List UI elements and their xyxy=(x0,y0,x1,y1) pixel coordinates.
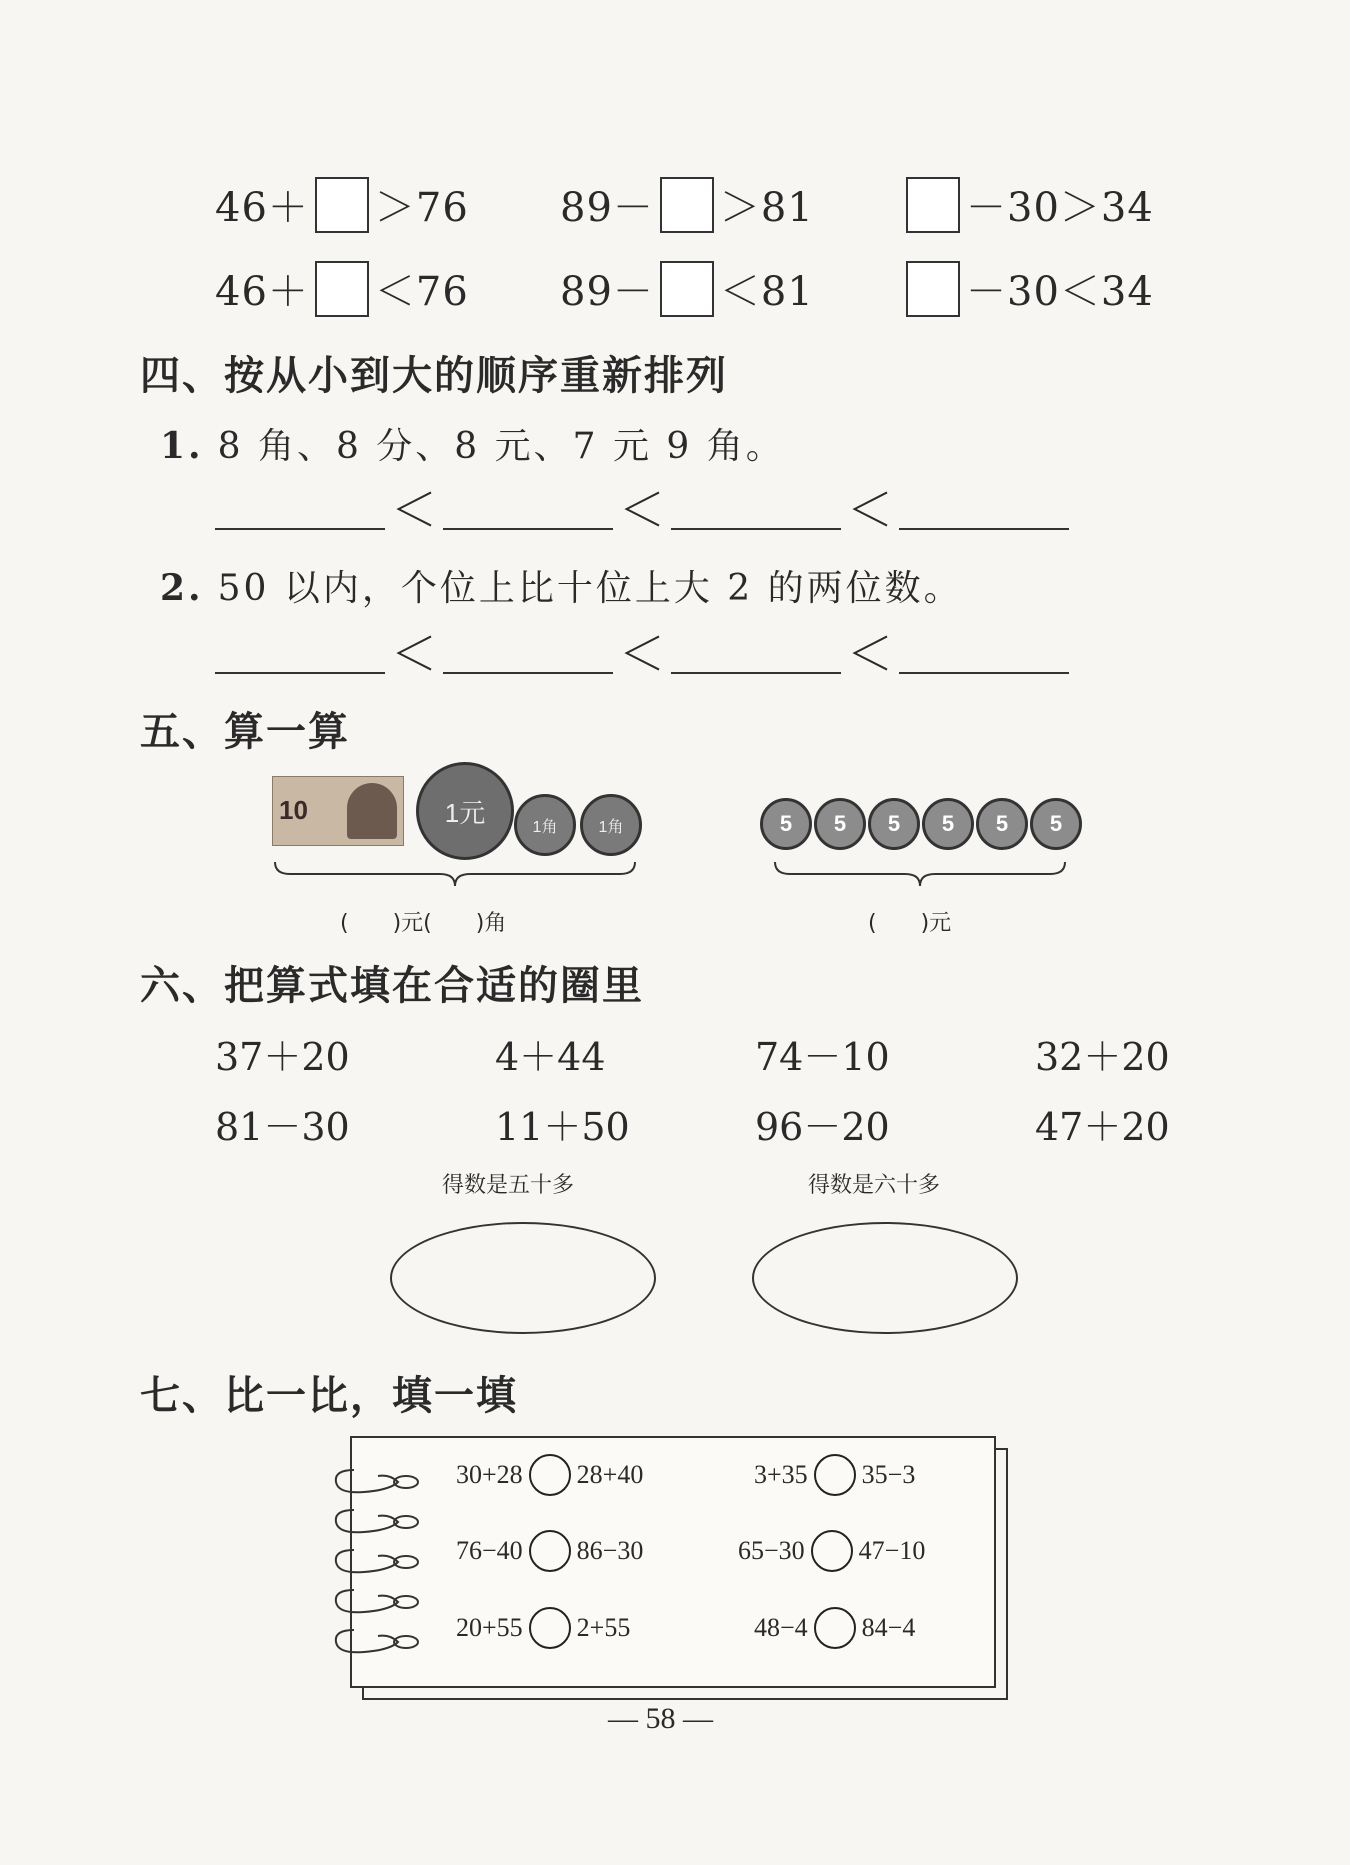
coin-5-jiao: 5 xyxy=(922,798,974,850)
question-4-1 xyxy=(160,418,785,469)
compare-left: 30+28 xyxy=(456,1460,523,1489)
expression: 4＋44 xyxy=(495,1035,606,1079)
less-than-sign: ＜ xyxy=(619,483,665,537)
inequality-right: ＞76 xyxy=(374,185,469,231)
expression: 32＋20 xyxy=(1035,1035,1170,1079)
compare-item-1-2 xyxy=(754,1454,915,1496)
answer-blank[interactable] xyxy=(899,632,1069,674)
coin-5-jiao: 5 xyxy=(760,798,812,850)
answer-box[interactable] xyxy=(660,177,714,233)
inequality-left: 89－ xyxy=(560,269,654,315)
inequality-1-3 xyxy=(900,176,1154,233)
answer-oval-sixties[interactable] xyxy=(752,1222,1018,1334)
compare-circle[interactable] xyxy=(529,1530,571,1572)
compare-left: 48−4 xyxy=(754,1613,808,1642)
answer-box[interactable] xyxy=(906,177,960,233)
expression: 81－30 xyxy=(215,1105,350,1149)
inequality-2-1 xyxy=(215,260,469,317)
compare-item-2-1 xyxy=(456,1530,643,1572)
compare-circle[interactable] xyxy=(811,1530,853,1572)
expression: 11＋50 xyxy=(495,1105,630,1149)
answer-box[interactable] xyxy=(315,177,369,233)
compare-item-3-1 xyxy=(456,1607,630,1649)
section-4-title: 四、按从小到大的顺序重新排列 xyxy=(140,353,728,399)
coin-5-jiao: 5 xyxy=(814,798,866,850)
portrait-icon xyxy=(347,783,397,839)
compare-item-2-2 xyxy=(738,1530,925,1572)
inequality-1-2 xyxy=(560,176,814,233)
question-4-2 xyxy=(160,560,963,611)
compare-item-1-1 xyxy=(456,1454,643,1496)
question-text: 50 以内，个位上比十位上大 2 的两位数。 xyxy=(217,568,963,609)
answer-oval-fifties[interactable] xyxy=(390,1222,656,1334)
answer-blank[interactable] xyxy=(215,488,385,530)
coin-label: 1角 xyxy=(532,818,558,836)
coin-5-jiao: 5 xyxy=(1030,798,1082,850)
compare-right: 86−30 xyxy=(576,1536,644,1565)
banknote-value: 10 xyxy=(279,795,308,825)
answer-blank[interactable] xyxy=(899,488,1069,530)
less-than-sign: ＜ xyxy=(391,483,437,537)
section-5-title: 五、算一算 xyxy=(140,709,350,755)
money-answer-left: ( )元( )角 xyxy=(340,911,507,936)
expression: 37＋20 xyxy=(215,1035,350,1079)
coin-5-jiao: 5 xyxy=(868,798,920,850)
answer-row-4-1 xyxy=(215,483,1069,537)
section-7-title: 七、比一比，填一填 xyxy=(140,1373,518,1419)
oval-label-left: 得数是五十多 xyxy=(442,1173,575,1198)
five-jiao-coins xyxy=(760,798,1082,850)
answer-blank[interactable] xyxy=(443,488,613,530)
section-6-title: 六、把算式填在合适的圈里 xyxy=(140,963,644,1009)
compare-left: 3+35 xyxy=(754,1460,808,1489)
coin-1-jiao xyxy=(514,794,576,856)
compare-right: 47−10 xyxy=(858,1536,926,1565)
compare-right: 35−3 xyxy=(861,1460,916,1489)
coin-label: 1元 xyxy=(444,797,486,828)
coin-1-yuan xyxy=(416,762,514,860)
answer-box[interactable] xyxy=(660,261,714,317)
question-text: 8 角、8 分、8 元、7 元 9 角。 xyxy=(217,426,785,467)
less-than-sign: ＜ xyxy=(847,483,893,537)
less-than-sign: ＜ xyxy=(619,627,665,681)
answer-row-4-2 xyxy=(215,627,1069,681)
inequality-left: 46＋ xyxy=(215,269,309,315)
spiral-binding-icon xyxy=(328,1450,428,1670)
banknote-image xyxy=(272,776,404,846)
inequality-left: 89－ xyxy=(560,185,654,231)
compare-right: 2+55 xyxy=(576,1613,631,1642)
compare-right: 28+40 xyxy=(576,1460,644,1489)
compare-item-3-2 xyxy=(754,1607,915,1649)
compare-circle[interactable] xyxy=(814,1454,856,1496)
answer-blank[interactable] xyxy=(215,632,385,674)
question-number: 2. xyxy=(160,567,204,609)
compare-left: 20+55 xyxy=(456,1613,523,1642)
inequality-1-1 xyxy=(215,176,469,233)
answer-blank[interactable] xyxy=(671,632,841,674)
less-than-sign: ＜ xyxy=(847,627,893,681)
money-answer-right: ( )元 xyxy=(868,911,952,936)
expression: 74－10 xyxy=(755,1035,890,1079)
compare-right: 84−4 xyxy=(861,1613,916,1642)
inequality-right: ＞81 xyxy=(719,185,814,231)
answer-box[interactable] xyxy=(906,261,960,317)
expression: 96－20 xyxy=(755,1105,890,1149)
compare-circle[interactable] xyxy=(529,1454,571,1496)
expression: 47＋20 xyxy=(1035,1105,1170,1149)
inequality-right: －30＜34 xyxy=(966,269,1154,315)
inequality-2-3 xyxy=(900,260,1154,317)
inequality-2-2 xyxy=(560,260,814,317)
inequality-right: －30＞34 xyxy=(966,185,1154,231)
inequality-right: ＜76 xyxy=(374,269,469,315)
inequality-right: ＜81 xyxy=(719,269,814,315)
compare-circle[interactable] xyxy=(814,1607,856,1649)
less-than-sign: ＜ xyxy=(391,627,437,681)
answer-blank[interactable] xyxy=(671,488,841,530)
coin-5-jiao: 5 xyxy=(976,798,1028,850)
page-number: — 58 — xyxy=(608,1702,713,1735)
brace-left xyxy=(270,860,640,890)
answer-blank[interactable] xyxy=(443,632,613,674)
oval-label-right: 得数是六十多 xyxy=(808,1173,941,1198)
compare-left: 76−40 xyxy=(456,1536,523,1565)
brace-right xyxy=(770,860,1070,890)
inequality-left: 46＋ xyxy=(215,185,309,231)
question-number: 1. xyxy=(160,425,204,467)
coin-1-jiao xyxy=(580,794,642,856)
compare-left: 65−30 xyxy=(738,1536,805,1565)
coin-label: 1角 xyxy=(598,818,624,836)
answer-box[interactable] xyxy=(315,261,369,317)
compare-circle[interactable] xyxy=(529,1607,571,1649)
